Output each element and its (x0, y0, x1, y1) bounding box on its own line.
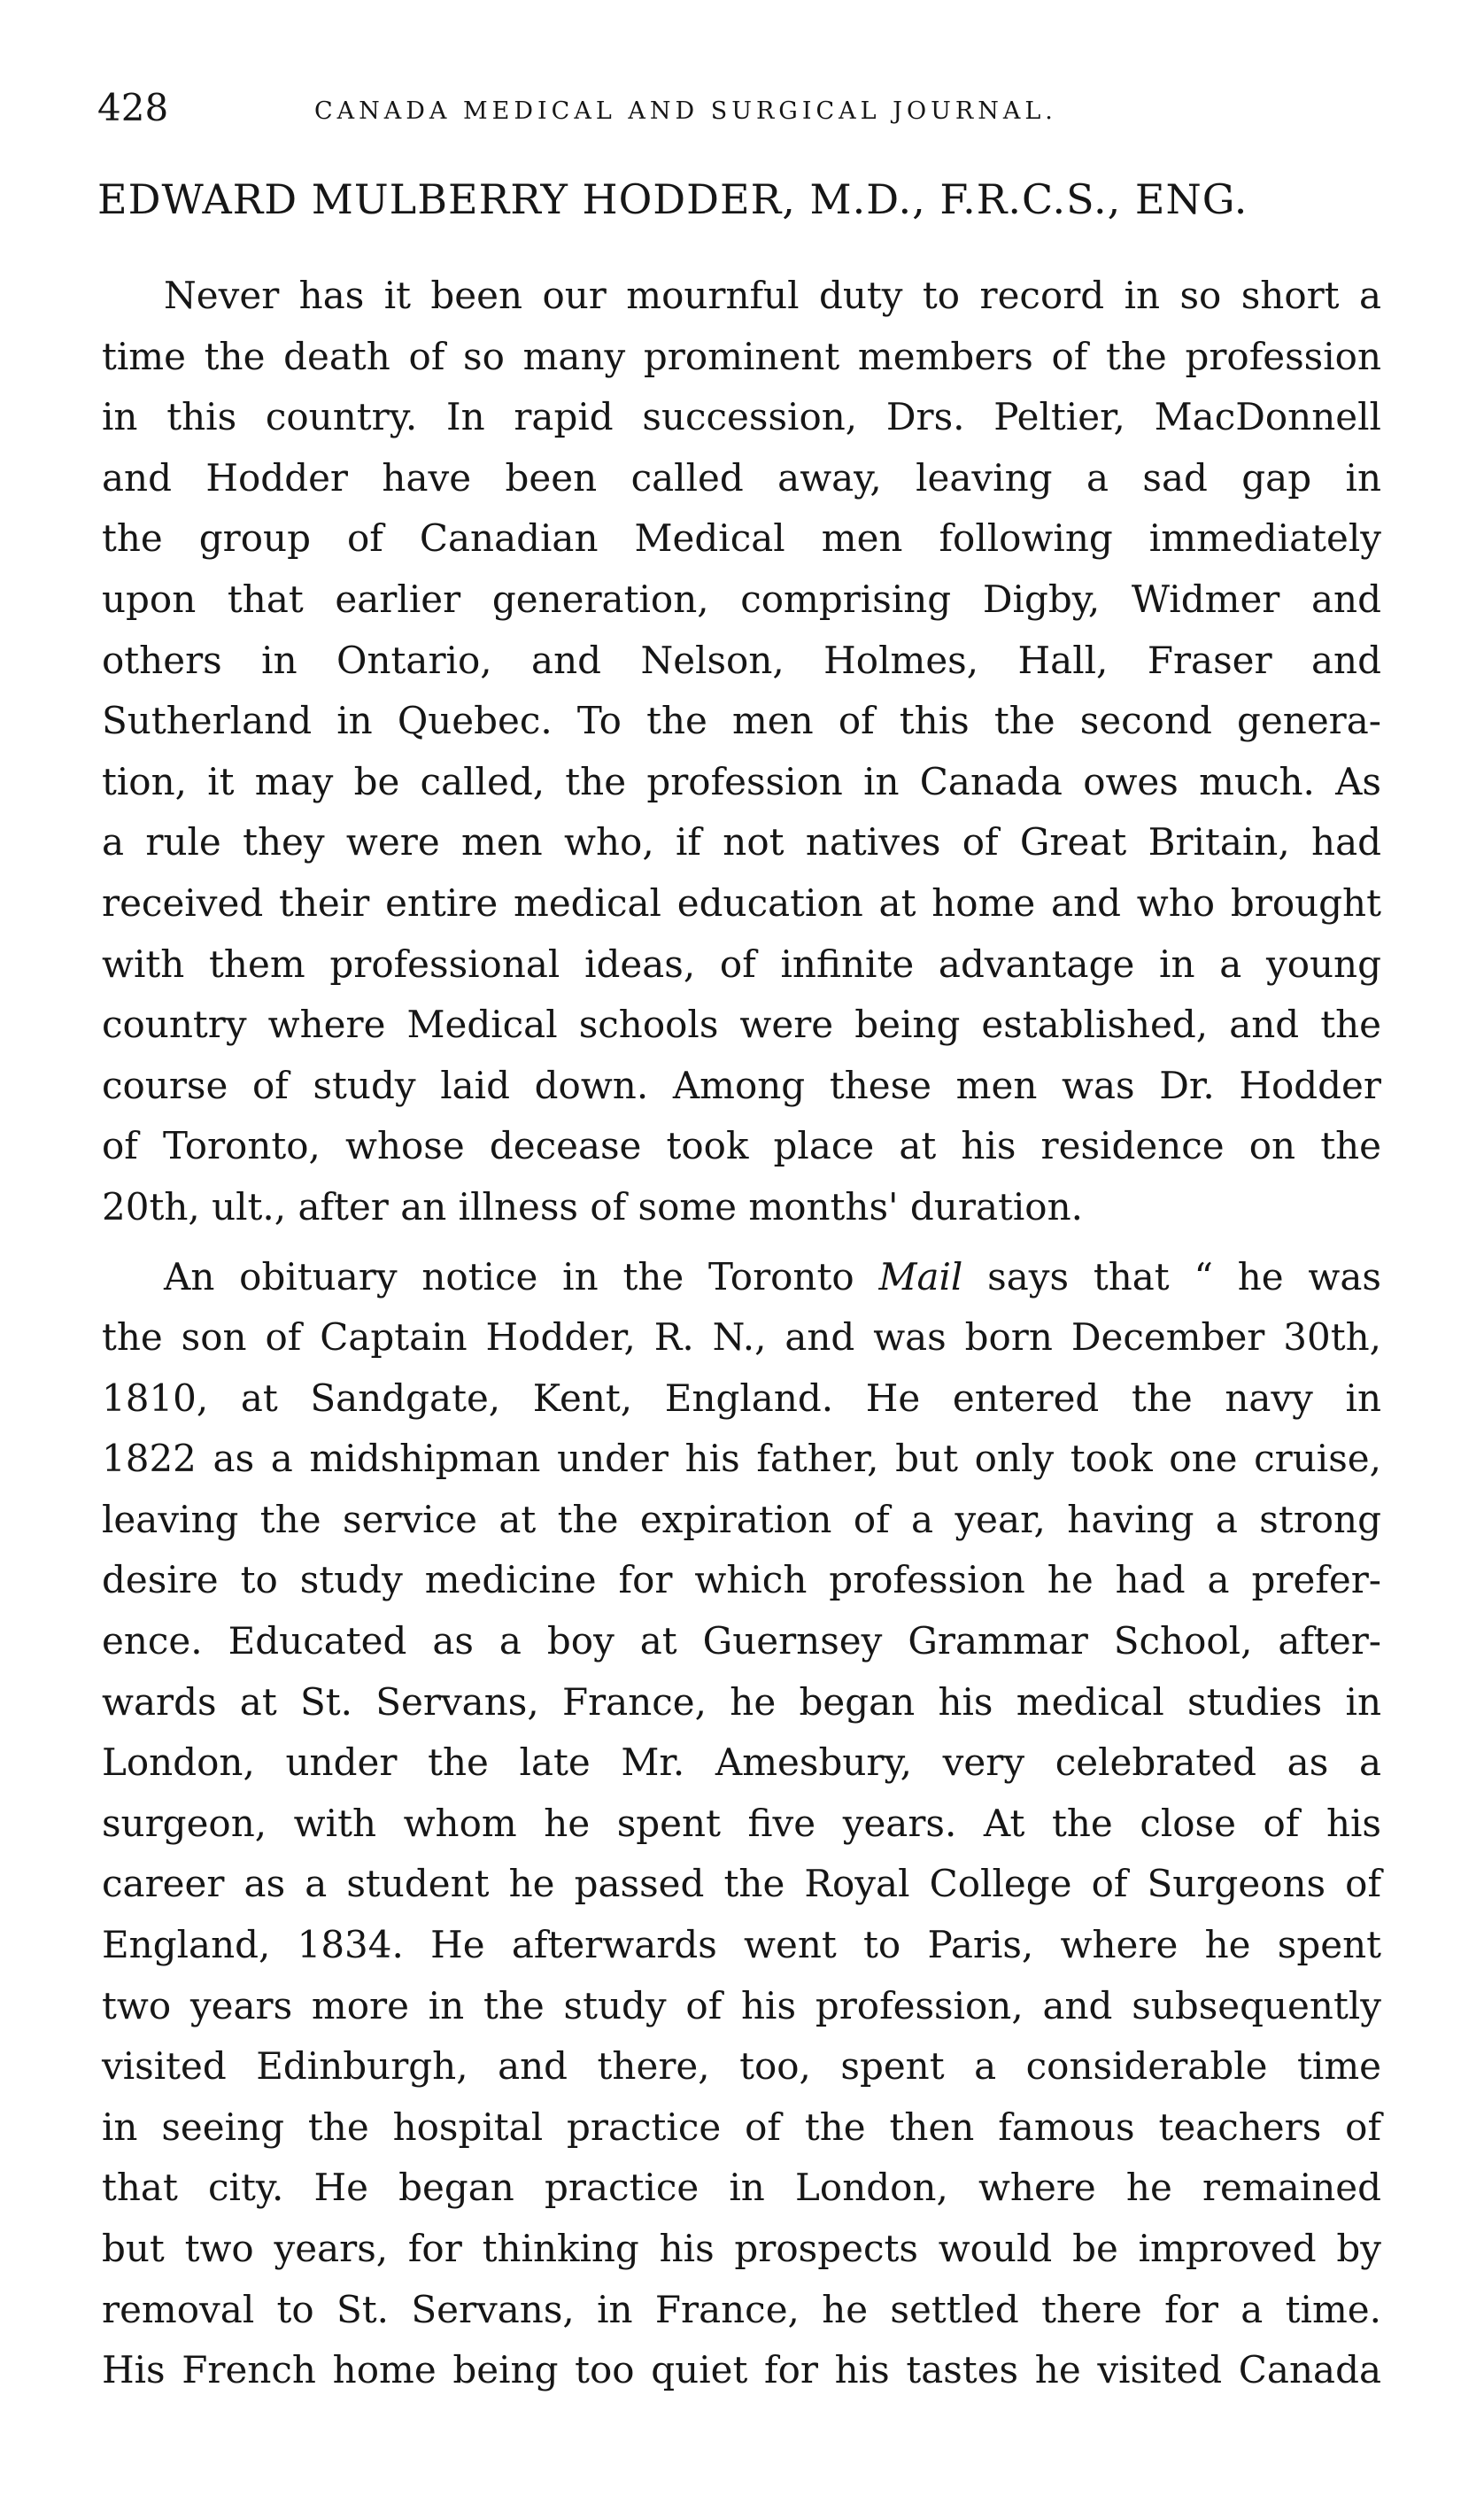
text-line: desire to study medicine for which profession he had a prefer- (102, 1558, 1381, 1602)
text-line: country where Medical schools were being established, and the (102, 1003, 1381, 1047)
paragraph-2 (102, 1247, 1381, 2401)
text-line: England, 1834. He afterwards went to Paris, where he spent (102, 1923, 1381, 1967)
journal-title: CANADA MEDICAL AND SURGICAL JOURNAL. (314, 97, 1057, 125)
text-line: 1810, at Sandgate, Kent, England. He entered the navy in (102, 1376, 1381, 1420)
text-line (102, 1247, 1381, 1308)
text-line: London, under the late Mr. Amesbury, very celebrated as a (102, 1740, 1381, 1785)
text-line: 1822 as a midshipman under his father, but only took one cruise, (102, 1437, 1381, 1481)
text-line: course of study laid down. Among these men was Dr. Hodder (102, 1063, 1381, 1107)
article-body (102, 266, 1381, 2410)
text-line: two years more in the study of his profession, and subsequently (102, 1983, 1381, 2027)
newspaper-name: Mail (878, 1254, 963, 1298)
paragraph-1 (102, 266, 1381, 1238)
text-line: 20th, ult., after an illness of some months' duration. (102, 1184, 1083, 1229)
text-line: received their entire medical education at home and who brought (102, 880, 1381, 925)
text-line: Never has it been our mournful duty to record in so short a (164, 274, 1381, 317)
text-line: His French home being too quiet for his tastes he visited Canada (102, 2348, 1381, 2392)
text-line: others in Ontario, and Nelson, Holmes, Hall, Fraser and (102, 638, 1381, 682)
obituary-title: EDWARD MULBERRY HODDER, M.D., F.R.C.S., ENG. (97, 175, 1248, 223)
text-line: but two years, for thinking his prospects would be improved by (102, 2227, 1381, 2270)
text-line: surgeon, with whom he spent five years. At the close of his (102, 1801, 1381, 1845)
text-line: of Toronto, whose decease took place at his residence on the (102, 1124, 1381, 1168)
text-line: the son of Captain Hodder, R. N., and was born December 30th, (102, 1315, 1381, 1360)
text-line: wards at St. Servans, France, he began his medical studies in (102, 1679, 1381, 1724)
text-line: and Hodder have been called away, leaving a sad gap in (102, 455, 1381, 500)
text-line: with them professional ideas, of infinite advantage in a young (102, 942, 1381, 986)
text-line: leaving the service at the expiration of a year, having a strong (102, 1497, 1381, 1541)
text-line: in seeing the hospital practice of the then famous teachers of (102, 2105, 1381, 2149)
text-segment: says that “ he was (962, 1254, 1381, 1298)
text-line: the group of Canadian Medical men following immediately (102, 516, 1381, 561)
text-line: that city. He began practice in London, where he remained (102, 2166, 1381, 2210)
text-line: career as a student he passed the Royal College of Surgeons of (102, 1862, 1381, 1906)
text-line: visited Edinburgh, and there, too, spent a considerable time (102, 2044, 1381, 2089)
page-number: 428 (97, 86, 169, 129)
text-line: tion, it may be called, the profession in Canada owes much. As (102, 759, 1381, 803)
running-header (97, 81, 1372, 135)
text-line: ence. Educated as a boy at Guernsey Grammar School, after- (102, 1619, 1381, 1663)
text-segment: An obituary notice in the Toronto (164, 1254, 879, 1298)
text-line: Sutherland in Quebec. To the men of this the second genera- (102, 699, 1381, 743)
text-line: upon that earlier generation, comprising Digby, Widmer and (102, 577, 1381, 621)
text-line: a rule they were men who, if not natives of Great Britain, had (102, 820, 1381, 864)
text-line: in this country. In rapid succession, Drs. Peltier, MacDonnell (102, 395, 1381, 439)
text-line: time the death of so many prominent members of the profession (102, 334, 1381, 378)
text-line: removal to St. Servans, in France, he settled there for a time. (102, 2287, 1381, 2331)
